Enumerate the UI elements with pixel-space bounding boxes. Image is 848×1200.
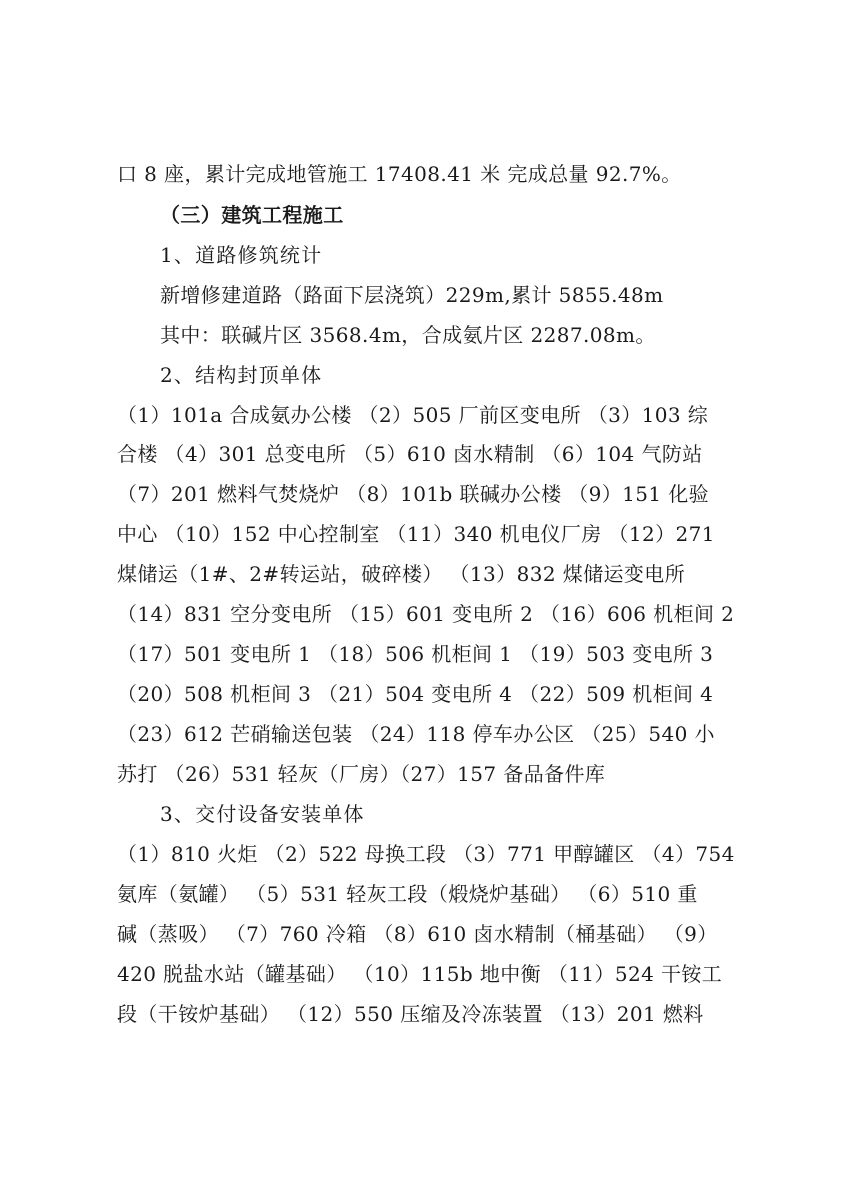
text-line-structure-5: 煤储运（1#、2#转运站，破碎楼） （13）832 煤储运变电所	[117, 562, 686, 586]
subheading-equipment-installation: 3、交付设备安装单体	[160, 802, 365, 826]
text-line-equipment-1: （1）810 火炬 （2）522 母换工段 （3）771 甲醇罐区 （4）754	[117, 842, 735, 866]
text-line-road-breakdown: 其中：联碱片区 3568.4m，合成氨片区 2287.08m。	[160, 323, 656, 347]
subheading-structure-capped: 2、结构封顶单体	[160, 363, 323, 387]
text-line-structure-9: （23）612 芒硝输送包装 （24）118 停车办公区 （25）540 小	[117, 722, 715, 746]
text-line-structure-8: （20）508 机柜间 3 （21）504 变电所 4 （22）509 机柜间 4	[117, 682, 714, 706]
text-line-structure-6: （14）831 空分变电所 （15）601 变电所 2 （16）606 机柜间 2	[117, 602, 735, 626]
text-line-structure-10: 苏打 （26）531 轻灰（厂房）（27）157 备品备件库	[117, 762, 606, 786]
text-line-structure-1: （1）101a 合成氨办公楼 （2）505 厂前区变电所 （3）103 综	[117, 403, 709, 427]
text-line-road-new: 新增修建道路（路面下层浇筑）229m,累计 5855.48m	[160, 283, 664, 307]
text-line-structure-7: （17）501 变电所 1 （18）506 机柜间 1 （19）503 变电所 3	[117, 642, 714, 666]
text-line-structure-2: 合楼 （4）301 总变电所 （5）610 卤水精制 （6）104 气防站	[117, 442, 703, 466]
text-line-equipment-2: 氨库（氨罐） （5）531 轻灰工段（煅烧炉基础） （6）510 重	[117, 882, 698, 906]
text-line-structure-4: 中心 （10）152 中心控制室 （11）340 机电仪厂房 （12）271	[117, 522, 715, 546]
subheading-road-statistics: 1、道路修筑统计	[160, 243, 323, 267]
text-line-structure-3: （7）201 燃料气焚烧炉 （8）101b 联碱办公楼 （9）151 化验	[117, 482, 710, 506]
section-heading-building-construction: （三）建筑工程施工	[160, 203, 344, 227]
text-line-equipment-4: 420 脱盐水站（罐基础） （10）115b 地中衡 （11）524 干铵工	[117, 962, 723, 986]
text-line-equipment-3: 碱（蒸吸） （7）760 冷箱 （8）610 卤水精制（桶基础） （9）	[117, 922, 718, 946]
text-line-1: 口 8 座，累计完成地管施工 17408.41 米 完成总量 92.7%。	[117, 162, 682, 186]
text-line-equipment-5: 段（干铵炉基础） （12）550 压缩及冷冻装置 （13）201 燃料	[117, 1002, 704, 1026]
